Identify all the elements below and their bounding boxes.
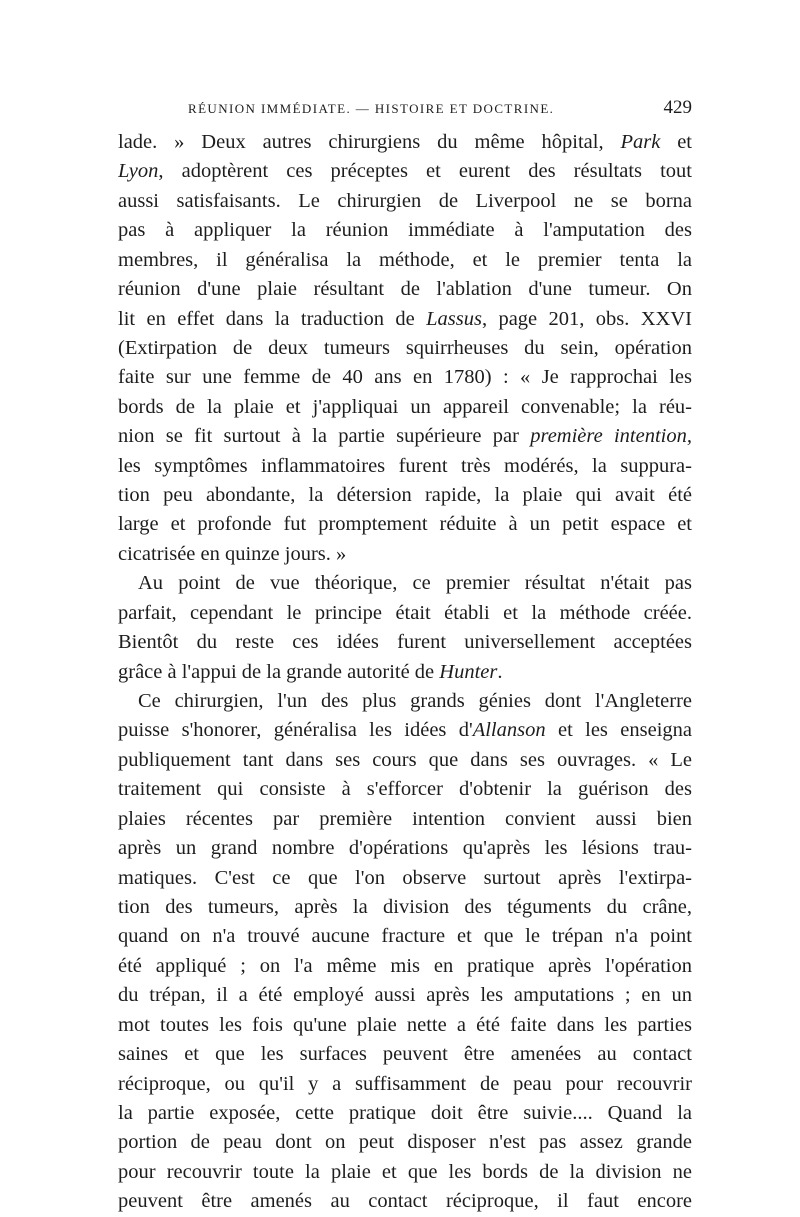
text-run: lit en effet dans la traduction de <box>118 307 427 330</box>
text-run: du trépan, il a été employé aussi après les amputations ; en un <box>118 984 692 1007</box>
text-run: été appliqué ; on l'a même mis en pratique après l'opération <box>118 954 692 977</box>
text-line <box>118 363 692 392</box>
text-run: , page 201, obs. XXVI <box>481 307 692 330</box>
text-run: membres, il généralisa la méthode, et le premier tenta la <box>118 248 692 271</box>
text-line <box>118 981 692 1010</box>
text-run: saines et que les surfaces peuvent être amenées au contact <box>118 1043 692 1066</box>
italic-text: Park <box>620 131 661 153</box>
text-line <box>118 599 692 628</box>
text-line <box>118 157 692 186</box>
running-head <box>118 97 692 123</box>
text-run: (Extirpation de deux tumeurs squirrheuses du sein, opération <box>118 336 692 359</box>
text-line <box>118 393 692 422</box>
text-run: et <box>660 131 692 153</box>
text-run: les symptômes inflammatoires furent très modérés, la suppura- <box>118 454 692 477</box>
text-line <box>118 569 692 598</box>
text-run: pas à appliquer la réunion immédiate à l'amputation des <box>118 219 692 242</box>
text-run: peuvent être amenés au contact réciproque, il faut encore <box>118 1190 692 1213</box>
text-line <box>118 510 692 539</box>
text-line <box>118 1187 692 1216</box>
text-run: publiquement tant dans ses cours que dans ses ouvrages. « Le <box>118 748 692 771</box>
text-run: grâce à l'appui de la grande autorité de <box>118 660 440 683</box>
text-run: faite sur une femme de 40 ans en 1780) : « Je rapprochai les <box>118 366 692 389</box>
text-line <box>118 658 692 687</box>
body-text <box>118 128 692 1217</box>
text-line <box>118 334 692 363</box>
text-line <box>118 893 692 922</box>
text-line <box>118 775 692 804</box>
running-head-title: RÉUNION IMMÉDIATE. — HISTOIRE ET DOCTRINE. <box>188 101 555 116</box>
text-line <box>118 422 692 451</box>
text-line <box>118 246 692 275</box>
italic-text: Lyon <box>118 160 159 183</box>
text-line <box>118 540 692 569</box>
text-run: et les enseigna <box>545 719 692 742</box>
text-line <box>118 1128 692 1157</box>
text-run: cicatrisée en quinze jours. » <box>118 542 347 565</box>
text-run: aussi satisfaisants. Le chirurgien de Liverpool ne se borna <box>118 189 692 212</box>
text-line <box>118 628 692 657</box>
text-line <box>118 275 692 304</box>
text-line <box>118 864 692 893</box>
italic-text: Lassus <box>426 307 482 330</box>
italic-text: Allanson <box>472 719 546 742</box>
text-run: la partie exposée, cette pratique doit être suivie.... Quand la <box>118 1101 692 1124</box>
text-line <box>118 128 692 157</box>
text-run: Au point de vue théorique, ce premier résultat n'était pas <box>138 572 692 595</box>
text-run: bords de la plaie et j'appliquai un appareil convenable; la réu- <box>118 395 692 418</box>
text-run: pour recouvrir toute la plaie et que les bords de la division ne <box>118 1160 692 1183</box>
text-line <box>118 746 692 775</box>
text-line <box>118 1011 692 1040</box>
text-run: portion de peau dont on peut disposer n'est pas assez grande <box>118 1131 692 1154</box>
text-line <box>118 1158 692 1187</box>
text-run: . <box>497 660 503 683</box>
text-run: Ce chirurgien, l'un des plus grands génies dont l'Angleterre <box>138 690 692 713</box>
text-run: réciproque, ou qu'il y a suffisamment de peau pour recouvrir <box>118 1072 692 1095</box>
text-line <box>118 834 692 863</box>
text-run: tion des tumeurs, après la division des téguments du crâne, <box>118 895 692 918</box>
text-run: après un grand nombre d'opérations qu'après les lésions trau- <box>118 837 692 860</box>
italic-text: Hunter <box>439 660 498 683</box>
text-run: plaies récentes par première intention convient aussi bien <box>118 807 692 830</box>
text-run: , adoptèrent ces préceptes et eurent des résultats tout <box>158 160 692 183</box>
text-line <box>118 481 692 510</box>
text-run: traitement qui consiste à s'efforcer d'obtenir la guérison des <box>118 778 692 801</box>
text-line <box>118 452 692 481</box>
text-run: mot toutes les fois qu'une plaie nette a été faite dans les parties <box>118 1013 692 1036</box>
text-run: large et profonde fut promptement réduite à un petit espace et <box>118 513 692 536</box>
text-line <box>118 1099 692 1128</box>
text-line <box>118 805 692 834</box>
text-run: quand on n'a trouvé aucune fracture et que le trépan n'a point <box>118 925 692 948</box>
text-run: parfait, cependant le principe était établi et la méthode créée. <box>118 601 692 624</box>
text-line <box>118 1040 692 1069</box>
text-run: puisse s'honorer, généralisa les idées d' <box>118 719 473 742</box>
text-line <box>118 687 692 716</box>
text-run: tion peu abondante, la détersion rapide, la plaie qui avait été <box>118 484 692 507</box>
text-run: Bientôt du reste ces idées furent universellement acceptées <box>118 631 692 654</box>
text-line <box>118 187 692 216</box>
text-run: réunion d'une plaie résultant de l'ablation d'une tumeur. On <box>118 278 692 301</box>
text-line <box>118 922 692 951</box>
text-line <box>118 305 692 334</box>
text-line <box>118 952 692 981</box>
text-line <box>118 1070 692 1099</box>
text-line <box>118 716 692 745</box>
text-run: matiques. C'est ce que l'on observe surtout après l'extirpa- <box>118 866 692 889</box>
italic-text: première intention, <box>530 425 692 448</box>
text-run: lade. » Deux autres chirurgiens du même hôpital, <box>118 131 621 153</box>
text-run: nion se fit surtout à la partie supérieure par <box>118 425 531 448</box>
page-number: 429 <box>663 97 692 118</box>
text-line <box>118 216 692 245</box>
